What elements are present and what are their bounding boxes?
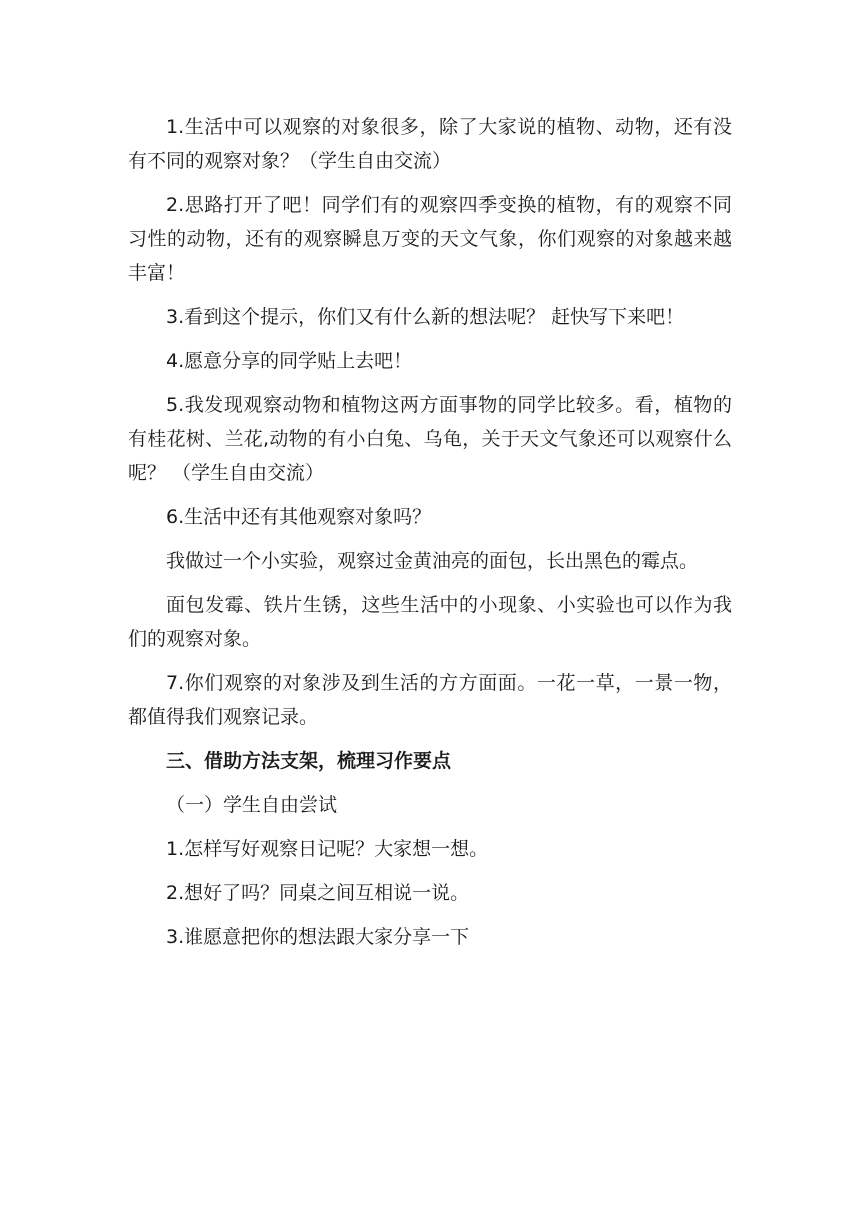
- paragraph-2: 2.思路打开了吧！同学们有的观察四季变换的植物，有的观察不同习性的动物，还有的观察瞬息万变的天文气象，你们观察的对象越来越丰富！: [128, 194, 732, 284]
- step-1: 1.怎样写好观察日记呢？大家想一想。: [166, 838, 489, 860]
- paragraph-5: 5.我发现观察动物和植物这两方面事物的同学比较多。看，植物的有桂花树、兰花,动物的有小白兔、乌龟，关于天文气象还可以观察什么呢？ （学生自由交流）: [128, 394, 732, 484]
- paragraph-experiment: 我做过一个小实验，观察过金黄油亮的面包，长出黑色的霉点。: [166, 550, 699, 572]
- paragraph-3: 3.看到这个提示，你们又有什么新的想法呢？ 赶快写下来吧！: [166, 306, 685, 328]
- subsection-heading: （一）学生自由尝试: [166, 794, 338, 816]
- paragraph-1: 1.生活中可以观察的对象很多，除了大家说的植物、动物，还有没有不同的观察对象？（学生自由交流）: [128, 116, 732, 172]
- section-heading: 三、借助方法支架，梳理习作要点: [166, 750, 452, 772]
- step-3: 3.谁愿意把你的想法跟大家分享一下: [166, 926, 470, 948]
- paragraph-phenomena: 面包发霉、铁片生锈，这些生活中的小现象、小实验也可以作为我们的观察对象。: [128, 594, 732, 650]
- paragraph-7: 7.你们观察的对象涉及到生活的方方面面。一花一草，一景一物，都值得我们观察记录。: [128, 672, 732, 728]
- step-2: 2.想好了吗？同桌之间互相说一说。: [166, 882, 470, 904]
- document-body: [128, 110, 732, 964]
- paragraph-6: 6.生活中还有其他观察对象吗？: [166, 506, 432, 528]
- paragraph-4: 4.愿意分享的同学贴上去吧！: [166, 350, 413, 372]
